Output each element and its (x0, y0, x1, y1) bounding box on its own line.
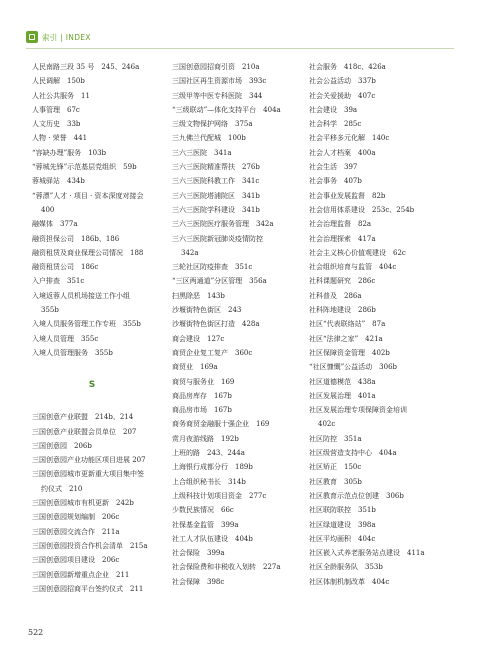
header-title: 索引 | INDEX (42, 32, 91, 42)
index-entry: 社会科学 285c (309, 120, 362, 129)
index-entry: 社科普及 286a (309, 291, 362, 300)
index-entry: 上合组织秘书长 314b (172, 477, 246, 486)
index-entry: 沙堰街特色街区 243 (172, 306, 242, 315)
index-book-icon (26, 31, 38, 43)
index-entry: 社会关爱援助 407c (309, 91, 376, 100)
index-entry: 三国创意园交流合作 211a (32, 527, 120, 536)
index-entry: “三区两通道”分区管理 356a (172, 277, 267, 286)
index-entry: 三国创意园规划编制 206c (32, 513, 120, 522)
index-entry: 社会建设 39a (309, 105, 358, 114)
index-entry: 蓉城驿站 434b (32, 177, 85, 186)
index-entry: 社会组织培育与监管 404c (309, 263, 397, 272)
index-entry: 三九佛兰代配城 100b (172, 134, 246, 143)
index-entry: 社区发展治理专项保障资金培训 (309, 406, 407, 415)
index-entry: 社区嵌入式养老服务站点建设 411a (309, 549, 425, 558)
header-divider (26, 48, 454, 49)
index-entry: 融资担保公司 186b、186 (32, 234, 120, 243)
index-entry: 沙堰街特色街区打造 428a (172, 320, 260, 329)
index-entry: 三国创意园城市有机更新 242b (32, 499, 134, 508)
index-entry: 342a (181, 248, 199, 257)
index-entry: 赏月夜游线路 192b (172, 434, 239, 443)
index-entry: 约仪式 210 (41, 484, 83, 493)
index-entry: 社区道德模范 438a (309, 377, 376, 386)
index-entry: 社区绿道建设 398a (309, 520, 376, 529)
index-entry: 社科阵地建设 286b (309, 306, 376, 315)
index-entry: 扫黑除恶 143b (172, 291, 225, 300)
index-entry: 三六三医院医疗服务管理 342a (172, 220, 274, 229)
index-entry: 入境返蓉人员机场接送工作小组 (32, 291, 130, 300)
index-entry: 人文历史 33b (32, 120, 81, 129)
index-entry: 社工人才队伍建设 404b (172, 534, 253, 543)
index-entry: 社区“法律之家” 421a (309, 334, 383, 343)
index-entry: 三国创意园项目建设 206c (32, 556, 120, 565)
index-entry: 三国创意产业联盟 214b、214 (32, 413, 134, 422)
section-letter: S (88, 380, 96, 391)
index-entry: 上级科技计划项目资金 277c (172, 491, 267, 500)
page-number: 522 (28, 628, 44, 637)
index-entry: 人事管理 67c (32, 105, 80, 114)
index-column-2 (172, 60, 292, 589)
index-entry: “社区慷慨”公益活动 306b (309, 363, 397, 372)
index-entry: 商务商贸金融服十强企业 169 (172, 420, 270, 429)
index-entry: 社区发展治理 401a (309, 391, 376, 400)
index-entry: 社会主义核心价值观建设 62c (309, 248, 406, 257)
index-entry: 商贸业 169a (172, 363, 218, 372)
index-column-3 (309, 60, 454, 589)
index-entry: 社会信用体系建设 253c、254b (309, 205, 415, 214)
index-entry: 人社公共服务 11 (32, 91, 90, 100)
index-entry: “蓉城先锋”示范基层党组织 59b (32, 163, 137, 172)
index-entry: 入境人员管理服务 355b (32, 348, 113, 357)
index-entry: 社区防控 351a (309, 434, 362, 443)
index-entry: 入境人员管理 355c (32, 334, 99, 343)
index-entry: 社会服务 418c、426a (309, 63, 386, 71)
index-entry: 融媒体 377a (32, 220, 78, 229)
index-column-1 (32, 60, 152, 596)
index-entry: 三级甲等中医专科医院 344 (172, 91, 263, 100)
index-entry: 上海银行成都分行 189b (172, 463, 253, 472)
index-entry: 三国创意园招商平台签约仪式 211 (32, 584, 144, 593)
index-entry: 商会建设 127c (172, 334, 225, 343)
index-entry: “容缺办理”服务 103b (32, 148, 106, 157)
index-entry: 400 (41, 205, 55, 214)
index-entry: 三六三医院学科建设 341b (172, 205, 260, 214)
index-entry: 三国创意园城市更新重大项目集中签 (32, 470, 144, 479)
index-entry: 商品房库存 167b (172, 391, 232, 400)
index-entry: 三国创意园产业功能区项目进展 207 (32, 456, 146, 465)
index-entry: 三国创意产业联盟会员单位 207 (32, 427, 137, 436)
index-entry: “三级联动”—体化支持平台 404a (172, 105, 281, 114)
index-entry: 人民调解 150b (32, 77, 85, 86)
index-entry: 入户排查 351c (32, 277, 85, 286)
index-entry: 三国创意园投资合作机会清单 215a (32, 541, 148, 550)
index-entry: 社会事务 407b (309, 177, 362, 186)
index-entry: 商贸与服务业 169 (172, 377, 235, 386)
index-entry: 人物 · 荣誉 441 (32, 134, 88, 143)
index-entry: 商贸企业复工复产 360c (172, 348, 253, 357)
index-entry: 融资租赁公司 186c (32, 263, 99, 272)
index-entry: 社区保障资金管理 402b (309, 348, 390, 357)
index-entry: 社会治理监督 82a (309, 220, 372, 229)
index-entry: 社区平均画积 404c (309, 534, 376, 543)
index-entry: 三国社区再生资源市场 393c (172, 77, 267, 86)
index-entry: 社会保障 398c (172, 577, 225, 586)
index-entry: 少数民族情况 66c (172, 506, 234, 515)
index-entry: 三六三医院新冠肺炎疫情防控 (172, 234, 263, 243)
index-entry: 上班的路 243、244a (172, 449, 245, 458)
index-entry: 社会保险费和非税收入划转 227a (172, 563, 281, 572)
index-entry: 三六三医院科教工作 341c (172, 177, 260, 186)
index-entry: 三六三医院 341a (172, 148, 232, 157)
index-entry: 社区“代表联络站” 87a (309, 320, 386, 329)
index-entry: 三级文物保护网络 375a (172, 120, 253, 129)
index-entry: 商品房市场 167b (172, 406, 232, 415)
index-entry: 社区教育示范点位创建 306b (309, 491, 404, 500)
index-entry: 三国创意园新增重点企业 211 (32, 570, 130, 579)
index-entry: 355b (41, 306, 59, 315)
index-entry: 社区级营造支持中心 404a (309, 449, 397, 458)
index-entry: 社区体制机制改革 404c (309, 577, 390, 586)
index-entry: 三六三医院精准帮扶 276b (172, 163, 260, 172)
index-entry: 402c (318, 420, 336, 429)
index-entry: 社区全龄服务队 353b (309, 563, 383, 572)
index-entry: 社会事业发展监督 82b (309, 191, 386, 200)
index-entry: 社会生活 397 (309, 163, 358, 172)
index-entry: 三国创意园 206b (32, 441, 92, 450)
index-entry: 三六三医院塔浦院区 341b (172, 191, 260, 200)
index-entry: 融资租赁及商业保理公司情况 188 (32, 248, 144, 257)
index-entry: 社区矫正 150c (309, 463, 362, 472)
index-entry: “蓉漂”人才 · 项目 · 资本深度对接会 (32, 191, 144, 200)
index-entry: 社保基金监管 399a (172, 520, 239, 529)
index-entry: 社会人才档案 400a (309, 148, 376, 157)
index-entry: 入境人员服务管理工作专班 355b (32, 320, 141, 329)
index-entry: 社区联防联控 351b (309, 506, 376, 515)
index-entry: 社区教育 305b (309, 477, 362, 486)
index-header (26, 30, 91, 44)
index-entry: 社会公益活动 337b (309, 77, 376, 86)
index-entry: 社会保险 399a (172, 549, 225, 558)
index-entry: 三轮社区防疫排查 351c (172, 263, 253, 272)
index-entry: 社会平移多元化解 140c (309, 134, 390, 143)
index-entry: 人民南路三段 35 号 245、246a (32, 63, 140, 71)
index-entry: 社会治理探索 417a (309, 234, 376, 243)
index-entry: 三国创意园招商引资 210a (172, 63, 260, 71)
index-entry: 社科课题研究 286c (309, 277, 376, 286)
